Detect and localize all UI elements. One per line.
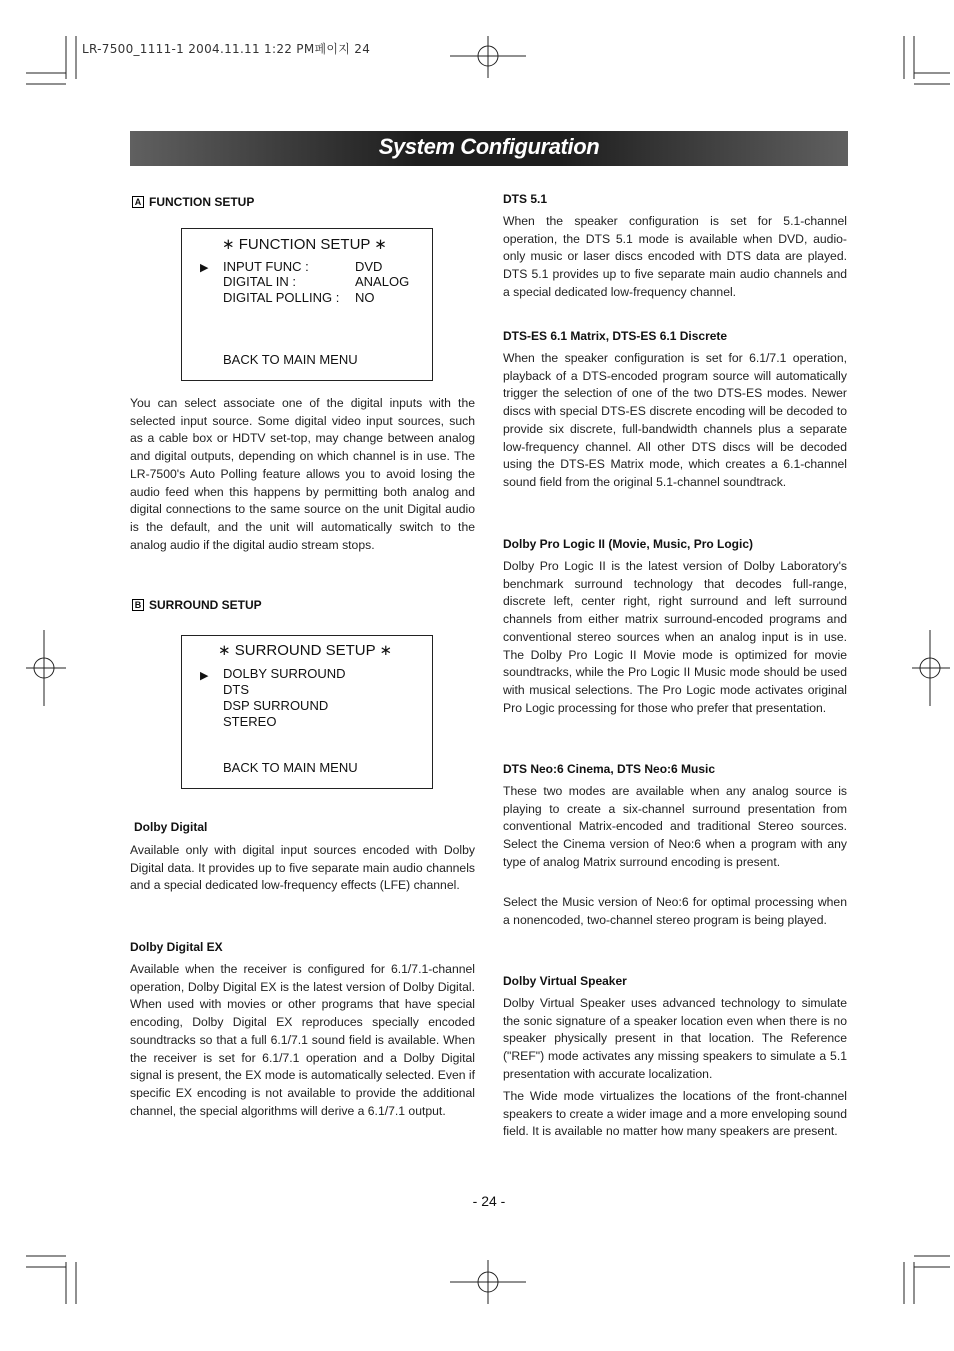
back-to-main-menu: BACK TO MAIN MENU — [223, 760, 358, 775]
surround-setup-heading — [132, 598, 262, 612]
menu-item: DSP SURROUND — [223, 698, 329, 713]
dolby-digital-ex-paragraph: Available when the receiver is configured for 6.1/7.1-channel operation, Dolby Digital EX is the latest version of Dolby Digital. When used with movies or other programs that have special encoding, Dolby Digital EX reproduces specially encoded soundtracks so that a full 6.1/7.1 sound field is available. When the receiver is set for 6.1/7.1 operation and a Dolby Digital signal is present, the EX mode is automatically selected. Even if specific EX encoding is not available to provide the additional channel, the special algorithms will derive a 6.1/7.1 output. — [130, 962, 475, 1118]
back-to-main-menu: BACK TO MAIN MENU — [223, 352, 358, 367]
virtual-speaker-paragraph-2: The Wide mode virtualizes the locations of the front-channel speakers to create a wider image and a more enveloping sound field. It is available no matter how many speakers are present. — [503, 1089, 847, 1139]
dolby-digital-ex-heading: Dolby Digital EX — [130, 940, 223, 954]
menu-row-value: DVD — [355, 259, 383, 274]
menu-row-value: ANALOG — [355, 274, 410, 289]
page-number: - 24 - — [472, 1193, 506, 1209]
registration-mark-top — [450, 36, 526, 78]
surround-setup-menu-title: ∗ SURROUND SETUP ∗ — [218, 642, 393, 659]
dolby-digital-paragraph: Available only with digital input sources encoded with Dolby Digital data. It provides up to five separate main audio channels and a special dedicated low-frequency effects (LFE) channel. — [130, 843, 475, 893]
neo6-paragraph-1: These two modes are available when any analog source is playing to create a six-channel surround presentation from conventional Matrix-encoded and traditional Stereo sources. Select the Cinema version of Neo:6 when a program with any type of analog Matrix surround encoding is present. — [503, 784, 847, 869]
function-setup-paragraph: You can select associate one of the digital inputs with the selected input source. Some digital video input sources, such as a cable box or HDTV set-top, may change between analog and digital outputs, depending on which channel is in use. The LR-7500's Auto Polling feature allows you to avoid losing the audio feed when this happens by permitting both analog and digital connections to the same source on the unit Digital audio is the default, and the unit will automatically switch to the analog audio if the digital audio stream stops. — [130, 396, 475, 552]
print-header: LR-7500_1111-1 2004.11.11 1:22 PM페이지 24 — [82, 42, 371, 56]
section-badge-b: B — [132, 599, 144, 611]
dolby-digital-heading: Dolby Digital — [134, 820, 208, 834]
menu-row-label: INPUT FUNC : — [223, 259, 309, 274]
function-setup-heading — [132, 195, 254, 209]
neo6-paragraph-2: Select the Music version of Neo:6 for optimal processing when a nonencoded, two-channel stereo program is being played. — [503, 895, 847, 927]
page-title: System Configuration — [378, 134, 600, 159]
dts-es-heading: DTS-ES 6.1 Matrix, DTS-ES 6.1 Discrete — [503, 329, 728, 343]
virtual-speaker-heading: Dolby Virtual Speaker — [503, 974, 627, 988]
pro-logic-heading: Dolby Pro Logic II (Movie, Music, Pro Logic) — [503, 537, 754, 551]
registration-mark-bottom — [450, 1260, 526, 1304]
function-setup-menu-title: ∗ FUNCTION SETUP ∗ — [222, 236, 387, 253]
menu-item: STEREO — [223, 714, 277, 729]
cursor-arrow-icon: ▶ — [200, 262, 209, 274]
pro-logic-paragraph: Dolby Pro Logic II is the latest version of Dolby Laboratory's benchmark surround technology that decodes full-range, discrete left, center right, right surround and left surround channels from either matrix surround-encoded programs and conventional stereo sources when an analog input is in use. The Dolby Pro Logic II Movie mode is optimized for movie soundtracks, while the Pro Logic II Music mode should be used with musical selections. The Pro Logic mode activates original Pro Logic processing for those who prefer that presentation. — [503, 559, 847, 715]
menu-row-value: NO — [355, 290, 375, 305]
surround-setup-menu — [181, 635, 433, 789]
section-badge-a: A — [132, 196, 144, 208]
cursor-arrow-icon: ▶ — [200, 670, 209, 682]
menu-item: DOLBY SURROUND — [223, 666, 346, 681]
dts-es-paragraph: When the speaker configuration is set for 6.1/7.1 operation, playback of a DTS-encoded program source will automatically trigger the selection of one of the two DTS-ES modes. Newer discs with special DTS-ES discrete encoding will be decoded to provide six discrete, full-bandwidth channels plus a separate low-frequency channel. All other DTS discs will be decoded using the DTS-ES Matrix mode, which creates a 6.1-channel sound field from the original 5.1-channel soundtrack. — [503, 351, 847, 489]
dts51-heading: DTS 5.1 — [503, 192, 548, 206]
surround-setup-heading-text: SURROUND SETUP — [149, 598, 262, 612]
registration-mark-left — [26, 630, 66, 706]
neo6-heading: DTS Neo:6 Cinema, DTS Neo:6 Music — [503, 762, 716, 776]
menu-row-label: DIGITAL POLLING : — [223, 290, 340, 305]
menu-row-label: DIGITAL IN : — [223, 274, 296, 289]
dts51-paragraph: When the speaker configuration is set for 5.1-channel operation, the DTS 5.1 mode is available when DVD, audio-only music or laser discs encoded with DTS data are played. DTS 5.1 provides up to five separate main audio channels and a special dedicated low-frequency channel. — [503, 214, 847, 299]
registration-mark-right — [912, 630, 950, 706]
menu-item: DTS — [223, 682, 249, 697]
function-setup-menu — [181, 228, 433, 381]
virtual-speaker-paragraph-1: Dolby Virtual Speaker uses advanced technology to simulate the sonic signature of a speaker location even when there is no speaker physically present in that location. The Reference ("REF") mode activates any missing speakers to simulate a 5.1 presentation with accurate localization. — [503, 996, 847, 1081]
title-bar — [130, 131, 848, 166]
function-setup-heading-text: FUNCTION SETUP — [149, 195, 255, 209]
